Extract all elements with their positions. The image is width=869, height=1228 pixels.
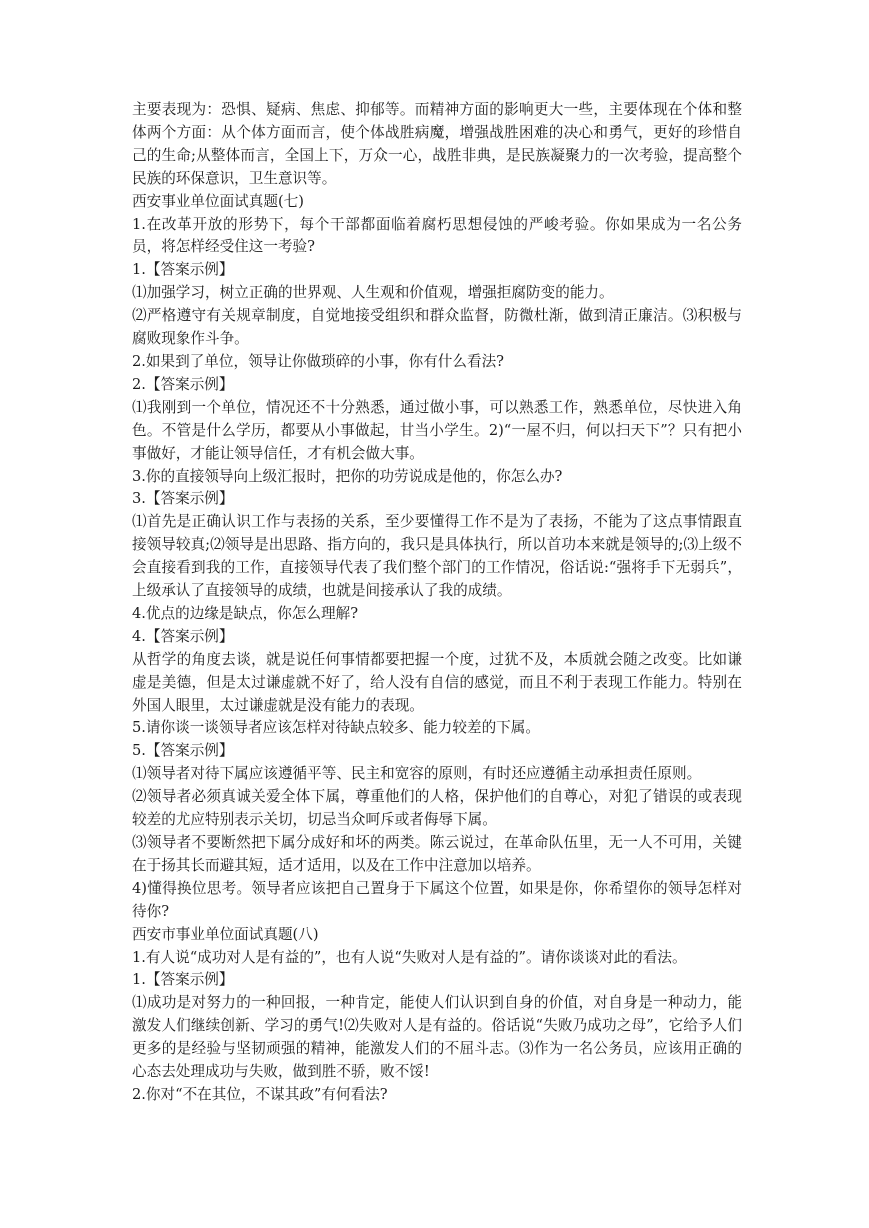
answer-paragraph: ⑵领导者必须真诚关爱全体下属，尊重他们的人格，保护他们的自尊心，对犯了错误的或表现较差的尤应特别表示关切，切忌当众呵斥或者侮辱下属。 [132,788,742,829]
answer-paragraph: ⑴我刚到一个单位，情况还不十分熟悉，通过做小事，可以熟悉工作，熟悉单位，尽快进入角色。不管是什么学历，都要从小事做起，甘当小学生。2)“一屋不归，何以扫天下”？只有把小事做好，才能让领导信任，才有机会做大事。 [132,398,742,462]
answer-paragraph: ⑵严格遵守有关规章制度，自觉地接受组织和群众监督，防微杜渐，做到清正廉洁。⑶积极与腐败现象作斗争。 [132,307,742,348]
answer-paragraph: ⑴领导者对待下属应该遵循平等、民主和宽容的原则，有时还应遵循主动承担责任原则。 [132,765,702,783]
answer-label: 5.【答案示例】 [132,742,234,760]
section-heading: 西安事业单位面试真题(七) [132,192,304,210]
paragraph: 主要表现为：恐惧、疑病、焦虑、抑郁等。而精神方面的影响更大一些，主要体现在个体和整体两个方面：从个体方面而言，使个体战胜病魔，增强战胜困难的决心和勇气，更好的珍惜自己的生命;从整体而言，全国上下，万众一心，战胜非典，是民族凝聚力的一次考验，提高整个民族的环保意识，卫生意识等。 [132,101,742,187]
document-body [132,99,742,1107]
answer-paragraph: 从哲学的角度去谈，就是说任何事情都要把握一个度，过犹不及，本质就会随之改变。比如谦虚是美德，但是太过谦虚就不好了，给人没有自信的感觉，而且不利于表现工作能力。特别在外国人眼里，太过谦虚就是没有能力的表现。 [132,650,742,714]
answer-label: 1.【答案示例】 [132,261,234,279]
answer-paragraph: 4)懂得换位思考。领导者应该把自己置身于下属这个位置，如果是你，你希望你的领导怎样对待你? [132,879,742,920]
answer-label: 2.【答案示例】 [132,375,234,393]
question: 3.你的直接领导向上级汇报时，把你的功劳说成是他的，你怎么办? [132,467,563,485]
question: 4.优点的边缘是缺点，你怎么理解? [132,604,359,622]
question: 5.请你谈一谈领导者应该怎样对待缺点较多、能力较差的下属。 [132,719,540,737]
question: 2.如果到了单位，领导让你做琐碎的小事，你有什么看法? [132,352,505,370]
answer-label: 1.【答案示例】 [132,971,234,989]
section-heading: 西安市事业单位面试真题(八) [132,925,319,943]
answer-label: 3.【答案示例】 [132,490,234,508]
answer-label: 4.【答案示例】 [132,627,234,645]
question: 1.在改革开放的形势下，每个干部都面临着腐朽思想侵蚀的严峻考验。你如果成为一名公务员，将怎样经受住这一考验? [132,215,742,256]
question: 2.你对“不在其位，不谋其政”有何看法? [132,1085,388,1103]
answer-paragraph: ⑴加强学习，树立正确的世界观、人生观和价值观，增强拒腐防变的能力。 [132,284,614,302]
question: 1.有人说“成功对人是有益的”，也有人说“失败对人是有益的”。请你谈谈对此的看法。 [132,948,687,966]
answer-paragraph: ⑴首先是正确认识工作与表扬的关系，至少要懂得工作不是为了表扬，不能为了这点事情跟直接领导较真;⑵领导是出思路、指方向的，我只是具体执行，所以首功本来就是领导的;⑶上级不会直接看到我的工作，直接领导代表了我们整个部门的工作情况，俗话说:“强将手下无弱兵”，上级承认了直接领导的成绩，也就是间接承认了我的成绩。 [132,513,742,600]
answer-paragraph: ⑴成功是对努力的一种回报，一种肯定，能使人们认识到自身的价值，对自身是一种动力，能激发人们继续创新、学习的勇气!⑵失败对人是有益的。俗话说“失败乃成功之母”，它给予人们更多的是经验与坚韧顽强的精神，能激发人们的不屈斗志。⑶作为一名公务员，应该用正确的心态去处理成功与失败，做到胜不骄，败不馁! [132,994,742,1081]
answer-paragraph: ⑶领导者不要断然把下属分成好和坏的两类。陈云说过，在革命队伍里，无一人不可用，关键在于扬其长而避其短，适才适用，以及在工作中注意加以培养。 [132,834,742,874]
